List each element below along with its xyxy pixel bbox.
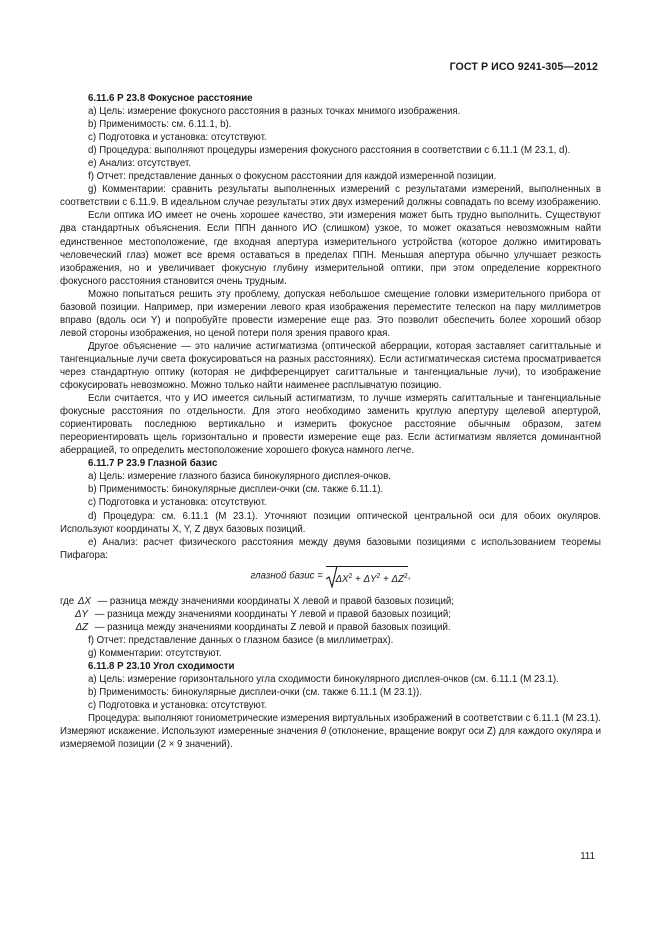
formula-comma: ,	[407, 570, 411, 582]
list-item: с) Подготовка и установка: отсутствуют.	[88, 700, 267, 712]
sqrt-sign	[326, 566, 408, 586]
list-item: g) Комментарии: отсутствуют.	[88, 647, 222, 659]
page-number: 111	[580, 851, 595, 862]
list-item: d) Процедура: выполняют процедуры измерения фокусного расстояния в соответствии с 6.11.1 (М 23.1, d).	[88, 145, 571, 157]
list-item: b) Применимость: бинокулярные дисплеи-очки (см. также 6.11.1 (М 23.1)).	[88, 687, 422, 699]
legend-row	[60, 608, 601, 621]
legend-row	[60, 595, 601, 608]
term-dz: ΔZ	[391, 573, 404, 585]
legend-text: — разница между значениями координаты Z левой и правой базовых позиций.	[94, 621, 451, 633]
paragraph	[60, 712, 601, 751]
paragraph: Другое объяснение — это наличие астигматизма (оптической аберрации, которая заставляет сагиттальные и тангенциальные лучи света фокусироваться на разных расстояниях). Если астигматическая система просматривается через стандартную оптику (которая не дифференцирует сагиттальные и тангенциальные лучи), то изображение сфокусировать невозможно. Можно только найти наименее расплывчатую позицию.	[60, 340, 601, 392]
list-item: f) Отчет: представление данных о фокусном расстоянии для каждой измеренной позиции.	[88, 171, 497, 183]
exp: 2	[376, 572, 381, 580]
formula-lhs: глазной базис =	[250, 570, 323, 582]
term-dy: ΔY	[363, 573, 377, 585]
legend-symbol: ΔX	[77, 595, 91, 607]
legend-symbol: ΔZ	[75, 621, 88, 633]
theta-symbol: θ	[320, 726, 326, 738]
legend-text: — разница между значениями координаты Y левой и правой базовых позиций;	[94, 608, 451, 620]
list-item: а) Цель: измерение глазного базиса бинокулярного дисплея-очков.	[88, 471, 391, 483]
paragraph: Можно попытаться решить эту проблему, допуская небольшое смещение головки измерительного прибора от базовой позиции. Например, при измерении левого края изображения переместите телескоп на пару миллиметров вправо (вдоль оси Y) и попробуйте провести измерение еще раз. Это позволит обеспечить более хороший обзор левой стороны изображения, но ценой потери поля зрения правого края.	[60, 288, 601, 339]
radicand	[326, 566, 408, 586]
section-heading-eye-base: 6.11.7 Р 23.9 Глазной базис	[88, 458, 218, 470]
formula-legend	[60, 595, 601, 634]
paragraph: Если считается, что у ИО имеется сильный астигматизм, то лучше измерять сагиттальные и тангенциальные фокусные расстояния по отдельности. Для этого необходимо заменить круглую апертуру щелевой апертурой, сориентировать последнюю вертикально и измерить фокусное расстояние обычным образом, затем переориентировать щель горизонтально и провести измерение еще раз. Если астигматизм является доминантной аберрацией, то определить местоположение хорошего фокуса намного легче.	[60, 393, 601, 457]
list-item: b) Применимость: бинокулярные дисплеи-очки (см. также 6.11.1).	[88, 484, 384, 496]
radical-icon	[326, 566, 338, 588]
list-item: е) Анализ: отсутствует.	[88, 158, 191, 170]
list-item: g) Комментарии: сравнить результаты выполненных измерений с результатами измерений, выполненных в соответствии с 6.11.9. В идеальном случае результаты этих двух измерений должны совпадать по всему изображению.	[60, 184, 601, 209]
list-item: с) Подготовка и установка: отсутствуют.	[88, 132, 267, 144]
procedure-text: Процедура: выполняют гониометрические измерения виртуальных изображений в соответствии с 6.11.1 (М 23.1). Измеряют искажение. Используют измеренные значения	[60, 713, 601, 738]
procedure-text-end: (отклонение, вращение вокруг оси Z) для каждого окуляра и измеряемой позиции (2 × 9 значений).	[60, 726, 601, 751]
document-code: ГОСТ Р ИСО 9241-305—2012	[449, 61, 598, 73]
plus: +	[355, 573, 361, 585]
plus: +	[383, 573, 389, 585]
legend-symbol: ΔY	[75, 608, 88, 620]
legend-text: — разница между значениями координаты X левой и правой базовых позиций;	[97, 595, 454, 607]
section-heading-focal-distance: 6.11.6 Р 23.8 Фокусное расстояние	[88, 93, 253, 104]
list-item: f) Отчет: представление данных о глазном базисе (в миллиметрах).	[88, 634, 394, 646]
exp: 2	[348, 572, 353, 580]
list-item: а) Цель: измерение горизонтального угла сходимости бинокулярного дисплея-очков (см. 6.11.1 (М 23.1).	[88, 673, 559, 685]
list-item: b) Применимость: см. 6.11.1, b).	[88, 119, 232, 131]
term-dx: ΔX	[335, 573, 349, 585]
exp: 2	[403, 572, 408, 580]
pythagoras-formula	[60, 566, 601, 590]
section-heading-convergence-angle: 6.11.8 Р 23.10 Угол сходимости	[88, 660, 235, 672]
list-item: d) Процедура: см. 6.11.1 (М 23.1). Уточняют позиции оптической центральной оси для обоих окуляров. Используют координаты X, Y, Z двух базовых позиций.	[60, 510, 601, 535]
list-item: е) Анализ: расчет физического расстояния между двумя базовыми позициями с использованием теоремы Пифагора:	[60, 536, 601, 561]
list-item: а) Цель: измерение фокусного расстояния в разных точках мнимого изображения.	[88, 106, 461, 118]
legend-row	[60, 621, 601, 634]
where-label: где	[60, 595, 75, 607]
paragraph: Если оптика ИО имеет не очень хорошее качество, эти измерения может быть трудно выполнить. Существуют два стандартных объяснения. Если ППН данного ИО (слишком) узкое, то может оказаться невозможным найти единственное местоположение, где входная апертура измерительного устройства (которое должно имитировать человеческий глаз) может все время оставаться в пределах ППН. Меньшая апертура обычно улучшает резкость изображения, но и увеличивает фокусную глубину измерительной оптики, при этом определение корректного фокусного расстояния становится очень трудным.	[60, 210, 601, 287]
document-body	[60, 92, 601, 751]
list-item: с) Подготовка и установка: отсутствуют.	[88, 497, 267, 509]
